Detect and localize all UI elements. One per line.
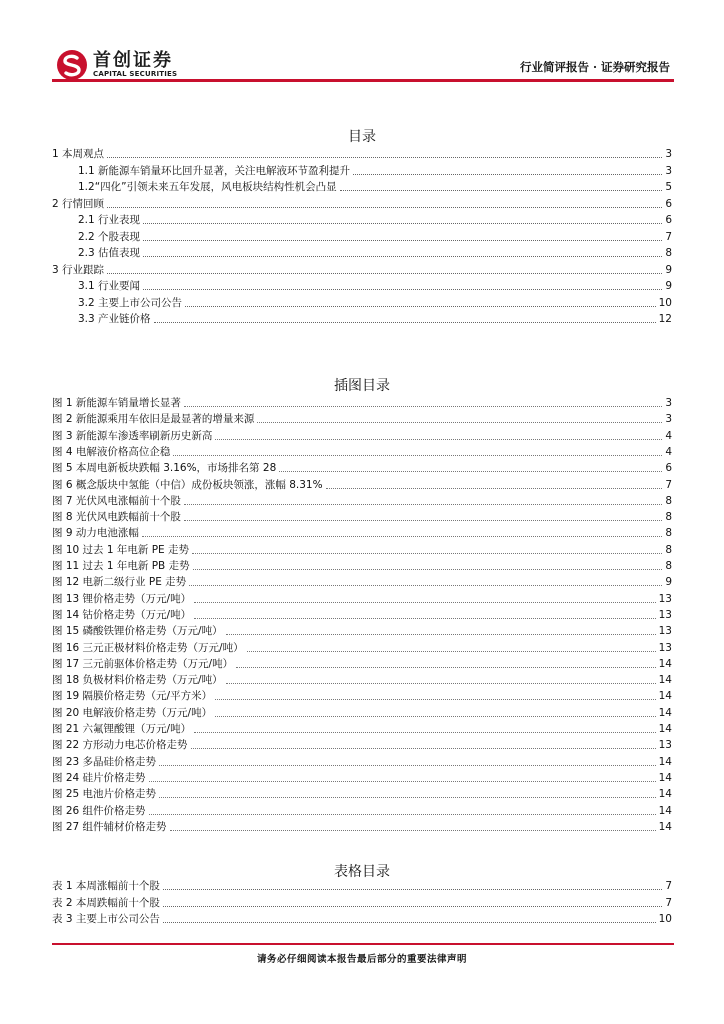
figures-entry-page: 13 (658, 641, 672, 654)
figures-entry[interactable] (52, 477, 672, 492)
toc-entry-page: 6 (665, 197, 672, 210)
figures-entry-page: 14 (658, 771, 672, 784)
figures-entry[interactable] (52, 672, 672, 687)
tables-entry[interactable] (52, 911, 672, 926)
report-type-label: 行业简评报告 · 证券研究报告 (519, 60, 670, 74)
logo-chinese-name: 首创证券 (93, 49, 173, 71)
figures-entry-page: 14 (658, 804, 672, 817)
figures-entry-label: 图 21 六氟锂酸锂（万元/吨） (52, 723, 192, 735)
dot-leader (107, 272, 662, 274)
toc-entry-label: 2 行情回顾 (52, 197, 105, 210)
dot-leader (143, 239, 662, 241)
dot-leader (159, 796, 656, 798)
toc-entry-label: 3.1 行业要闻 (78, 280, 141, 292)
figures-entry-page: 3 (665, 397, 672, 409)
figures-entry[interactable] (52, 737, 672, 752)
figures-entry-label: 图 15 磷酸铁锂价格走势（万元/吨） (52, 625, 223, 638)
toc-entry-page: 10 (658, 296, 672, 309)
figures-entry-label: 图 5 本周电新板块跌幅 3.16%，市场排名第 28 (52, 462, 277, 475)
dot-leader (154, 321, 656, 323)
figures-entry[interactable] (52, 574, 672, 589)
figures-entry[interactable] (52, 770, 672, 785)
dot-leader (107, 156, 662, 158)
dot-leader (163, 905, 662, 907)
dot-leader (340, 189, 663, 191)
figures-entry-label: 图 7 光伏风电涨幅前十个股 (52, 494, 181, 507)
toc-entry[interactable] (78, 311, 672, 326)
figures-entry-page: 8 (665, 560, 672, 572)
toc-entry-label: 2.2 个股表现 (78, 230, 141, 243)
dot-leader (215, 698, 656, 700)
dot-leader (170, 829, 656, 831)
tables-entry-page: 7 (665, 896, 672, 909)
figures-entry-label: 图 22 方形动力电芯价格走势 (52, 739, 188, 752)
figures-entry[interactable] (52, 721, 672, 736)
dot-leader (173, 454, 662, 456)
tables-entry-label: 表 2 本周跌幅前十个股 (52, 896, 160, 909)
logo-mark-icon (56, 49, 88, 81)
tables-entry-label: 表 3 主要上市公司公告 (52, 913, 160, 925)
dot-leader (149, 813, 656, 815)
tables-entry-label: 表 1 本周涨幅前十个股 (52, 880, 160, 892)
dot-leader (193, 568, 663, 570)
dot-leader (194, 617, 656, 619)
figures-entry-page: 3 (665, 413, 672, 426)
toc-entry-page: 9 (665, 280, 672, 292)
figures-entry-label: 图 10 过去 1 年电新 PE 走势 (52, 543, 190, 556)
figures-entry-label: 图 12 电新二级行业 PE 走势 (52, 576, 187, 589)
dot-leader (257, 421, 662, 423)
figures-entry[interactable] (52, 525, 672, 540)
toc-entry[interactable] (78, 295, 672, 310)
figures-entry-label: 图 26 组件价格走势 (52, 804, 146, 817)
figures-entry-label: 图 14 钴价格走势（万元/吨） (52, 608, 192, 621)
figures-entry-label: 图 24 硅片价格走势 (52, 771, 146, 784)
toc-entry-label: 3.3 产业链价格 (78, 313, 151, 325)
figures-entry[interactable] (52, 493, 672, 508)
figures-entry-page: 14 (658, 723, 672, 735)
figures-entry-label: 图 17 三元前驱体价格走势（万元/吨） (52, 657, 234, 670)
figures-title: 插图目录 (334, 378, 390, 394)
page-header (52, 44, 674, 82)
dot-leader (226, 682, 656, 684)
figures-entry-page: 14 (658, 755, 672, 768)
figures-entry-page: 8 (665, 527, 672, 540)
toc-entry-page: 9 (665, 263, 672, 276)
figures-entry-label: 图 16 三元正极材料价格走势（万元/吨） (52, 641, 244, 654)
figures-entry[interactable] (52, 444, 672, 459)
figures-entry-label: 图 3 新能源车渗透率刷新历史新高 (52, 429, 213, 442)
figures-entry[interactable] (52, 509, 672, 524)
figures-entry-page: 9 (665, 576, 672, 589)
dot-leader (194, 601, 656, 603)
figures-entry-label: 图 2 新能源乘用车依旧是最显著的增量来源 (52, 413, 255, 426)
toc-entry-page: 12 (658, 313, 672, 325)
figures-entry[interactable] (52, 819, 672, 834)
figures-entry[interactable] (52, 786, 672, 801)
figures-entry-label: 图 13 锂价格走势（万元/吨） (52, 592, 192, 605)
toc-entry[interactable] (52, 146, 672, 161)
figures-entry[interactable] (52, 542, 672, 557)
toc-entry-label: 3 行业跟踪 (52, 263, 105, 276)
toc-entry-page: 3 (665, 148, 672, 160)
figures-entry-page: 8 (665, 494, 672, 507)
figures-entry[interactable] (52, 411, 672, 426)
toc-title: 目录 (348, 129, 376, 145)
toc-entry-page: 3 (665, 164, 672, 177)
legal-notice: 请务必仔细阅读本报告最后部分的重要法律声明 (256, 954, 467, 965)
dot-leader (215, 438, 662, 440)
toc-entry-label: 2.3 估值表现 (78, 247, 141, 259)
figures-entry-page: 4 (665, 445, 672, 458)
figures-entry-page: 14 (658, 820, 672, 833)
figures-entry-label: 图 9 动力电池涨幅 (52, 527, 139, 540)
figures-entry-label: 图 1 新能源车销量增长显著 (52, 397, 181, 409)
figures-entry-page: 13 (658, 625, 672, 638)
figures-entry-label: 图 18 负极材料价格走势（万元/吨） (52, 674, 223, 687)
tables-title: 表格目录 (334, 864, 390, 880)
figures-entry-page: 14 (658, 706, 672, 719)
dot-leader (279, 470, 662, 472)
toc-entry[interactable] (78, 212, 672, 227)
figures-entry-page: 14 (658, 788, 672, 801)
toc-entry-label: 1.2“四化”引领未来五年发展，风电板块结构性机会凸显 (78, 181, 337, 193)
figures-entry[interactable] (52, 656, 672, 671)
figures-entry-page: 7 (665, 478, 672, 491)
figures-entry-page: 4 (665, 429, 672, 442)
header-divider (52, 79, 674, 82)
figures-entry[interactable] (52, 558, 672, 573)
toc-entry[interactable] (78, 245, 672, 260)
tables-entry-page: 7 (665, 880, 672, 892)
figures-entry-label: 图 20 电解液价格走势（万元/吨） (52, 706, 213, 719)
tables-entry[interactable] (52, 895, 672, 910)
dot-leader (163, 921, 656, 923)
toc-entry-label: 2.1 行业表现 (78, 214, 141, 226)
dot-leader (184, 519, 662, 521)
dot-leader (194, 731, 656, 733)
dot-leader (184, 503, 662, 505)
toc-entry-label: 1.1 新能源车销量环比回升显著，关注电解液环节盈利提升 (78, 164, 351, 177)
figures-entry-page: 13 (658, 739, 672, 752)
dot-leader (192, 552, 662, 554)
toc-entry-label: 3.2 主要上市公司公告 (78, 296, 183, 309)
figures-entry-label: 图 27 组件辅材价格走势 (52, 820, 167, 833)
figures-entry-label: 图 11 过去 1 年电新 PB 走势 (52, 560, 190, 572)
dot-leader (143, 222, 662, 224)
dot-leader (189, 584, 662, 586)
toc-entry[interactable] (52, 196, 672, 211)
figures-entry[interactable] (52, 607, 672, 622)
toc-entry-page: 8 (665, 247, 672, 259)
figures-entry-page: 14 (658, 674, 672, 687)
dot-leader (159, 764, 656, 766)
figures-entry-page: 14 (658, 690, 672, 703)
toc-entry[interactable] (78, 278, 672, 293)
dot-leader (353, 173, 662, 175)
toc-entry-page: 6 (665, 214, 672, 226)
figures-entry[interactable] (52, 428, 672, 443)
dot-leader (226, 633, 656, 635)
footer-divider (52, 943, 674, 945)
dot-leader (326, 487, 663, 489)
dot-leader (149, 780, 656, 782)
dot-leader (184, 405, 662, 407)
figures-entry[interactable] (52, 623, 672, 638)
figures-entry-label: 图 19 隔膜价格走势（元/平方米） (52, 690, 213, 703)
dot-leader (143, 255, 662, 257)
figures-entry-label: 图 8 光伏风电跌幅前十个股 (52, 511, 181, 524)
figures-entry[interactable] (52, 688, 672, 703)
figures-entry[interactable] (52, 754, 672, 769)
dot-leader (185, 305, 656, 307)
dot-leader (191, 747, 656, 749)
figures-entry-label: 图 23 多晶硅价格走势 (52, 755, 157, 768)
dot-leader (107, 206, 662, 208)
dot-leader (143, 288, 662, 290)
figures-entry-page: 8 (665, 511, 672, 524)
figures-entry-page: 13 (658, 592, 672, 605)
toc-entry[interactable] (52, 262, 672, 277)
logo-english-name: CAPITAL SECURITIES (93, 69, 178, 78)
tables-entry-page: 10 (658, 913, 672, 925)
figures-entry[interactable] (52, 460, 672, 475)
toc-entry[interactable] (78, 179, 672, 194)
figures-entry-page: 14 (658, 657, 672, 670)
figures-entry-label: 图 25 电池片价格走势 (52, 788, 157, 801)
figures-entry-page: 6 (665, 462, 672, 475)
toc-entry-page: 5 (665, 181, 672, 193)
figures-entry[interactable] (52, 803, 672, 818)
company-logo (56, 50, 177, 80)
dot-leader (236, 666, 656, 668)
dot-leader (247, 650, 656, 652)
figures-entry[interactable] (52, 395, 672, 410)
dot-leader (142, 535, 662, 537)
dot-leader (215, 715, 656, 717)
figures-entry[interactable] (52, 705, 672, 720)
toc-entry-label: 1 本周观点 (52, 148, 105, 160)
figures-entry[interactable] (52, 591, 672, 606)
figures-entry-label: 图 6 概念版块中氢能（中信）成份板块领涨，涨幅 8.31% (52, 478, 323, 491)
toc-entry[interactable] (78, 229, 672, 244)
toc-entry[interactable] (78, 163, 672, 178)
figures-entry-label: 图 4 电解液价格高位企稳 (52, 445, 171, 458)
figures-entry-page: 8 (665, 543, 672, 556)
dot-leader (163, 888, 662, 890)
tables-entry[interactable] (52, 878, 672, 893)
figures-entry-page: 13 (658, 608, 672, 621)
toc-entry-page: 7 (665, 230, 672, 243)
figures-entry[interactable] (52, 640, 672, 655)
